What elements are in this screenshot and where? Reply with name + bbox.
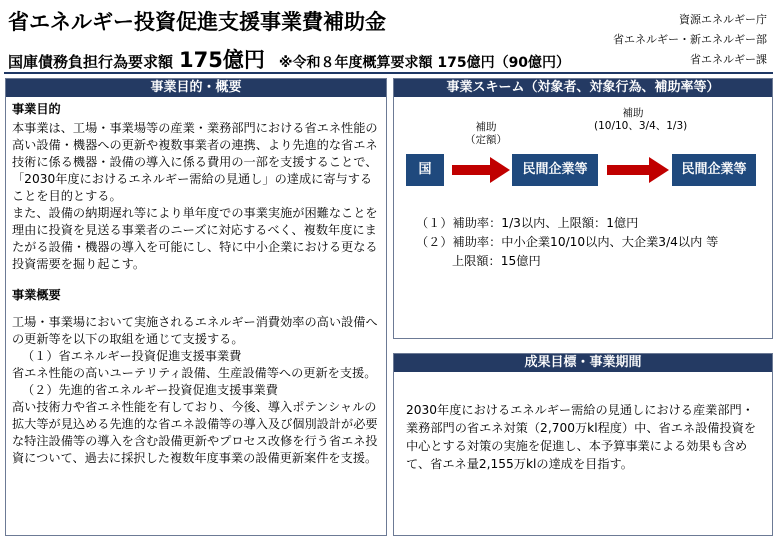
purpose-overview-box: [5, 78, 387, 536]
node-government: 国: [406, 154, 444, 186]
ministry-department: 省エネルギー・新エネルギー部: [613, 33, 767, 46]
overview-title: 事業概要: [12, 288, 61, 302]
purpose-paragraph-2: また、設備の納期遅れ等により単年度での事業実施が困難なことを理由に投資を見送る事業者のニーズに対応するべく、複数年度にまたがる設備・機器の導入を可能にし、特に中小企業における更なる投資需要を掘り起こす。: [12, 206, 378, 271]
budget-note: ※令和８年度概算要求額 175億円（90億円）: [278, 55, 571, 71]
arrow1-label-line1: 補助: [475, 121, 497, 133]
budget-amount: 175億円: [179, 48, 265, 72]
arrow2-label-line1: 補助: [622, 107, 644, 119]
arrow1-label-line2: （定額）: [465, 134, 507, 146]
goal-box-heading: 成果目標・事業期間: [394, 354, 772, 372]
scheme-box-heading: 事業スキーム（対象者、対象行為、補助率等）: [394, 79, 772, 97]
purpose-paragraph-1: 本事業は、工場・事業場等の産業・業務部門における省エネ性能の高い設備・機器への更新や複数事業者の連携、より先進的な省エネ技術に係る機器・設備の導入に係る費用の一部を支援することで、「2030年度におけるエネルギー需給の見通し」の達成に寄与することを目的とする。: [12, 121, 378, 203]
purpose-title: 事業目的: [12, 102, 61, 116]
subsidy-rates: [416, 214, 718, 271]
arrow1-label: [454, 121, 518, 147]
arrow2-label-line2: (10/10、3/4、1/3): [594, 120, 688, 132]
ministry-block: [613, 10, 767, 70]
goal-text: 2030年度におけるエネルギー需給の見通しにおける産業部門・業務部門の省エネ対策（2,700万kl程度）中、省エネ設備投資を中心とする対策の実施を促進し、本予算事業による効果も含めて、省エネ量2,155万klの達成を目指す。: [406, 403, 757, 471]
item2-body: 高い技術力や省エネ性能を有しており、今後、導入ポテンシャルの拡大等が見込める先進的な省エネ設備等の導入及び個別設計が必要な特注設備等の導入を含む設備更新やプロセス改修を行う省エネ投資について、過去に採択した複数年度事業の設備更新案件を支援。: [12, 400, 378, 465]
item1-body: 省エネ性能の高いユーテリティ設備、生産設備等への更新を支援。: [12, 366, 377, 380]
rate-item-1: （１）補助率：1/3以内、上限額：1億円: [416, 216, 639, 230]
purpose-box-body: [6, 97, 386, 471]
scheme-box: [393, 78, 773, 339]
purpose-box-heading: 事業目的・概要: [6, 79, 386, 97]
arrow2-icon: [607, 157, 669, 183]
rate-item-2-cap: 上限額：15億円: [452, 254, 541, 268]
rate-item-2: （２）補助率：中小企業10/10以内、大企業3/4以内 等: [416, 235, 719, 249]
budget-line: [8, 44, 570, 74]
ministry-agency: 資源エネルギー庁: [679, 13, 767, 26]
arrow2-label: [594, 107, 688, 133]
header-divider: [4, 72, 773, 74]
item2-title: （２）先進的省エネルギー投資促進支援事業費: [22, 383, 278, 397]
scheme-diagram: [394, 97, 772, 337]
goal-box: [393, 353, 773, 536]
arrow1-icon: [452, 157, 510, 183]
ministry-division: 省エネルギー課: [690, 53, 767, 66]
budget-label: 国庫債務負担行為要求額: [8, 53, 174, 71]
node-firm-1: 民間企業等: [512, 154, 598, 186]
overview-intro: 工場・事業場において実施されるエネルギー消費効率の高い設備への更新等を以下の取組を通じて支援する。: [12, 315, 378, 346]
item1-title: （１）省エネルギー投資促進支援事業費: [22, 349, 242, 363]
page-title: 省エネルギー投資促進支援事業費補助金: [8, 10, 386, 34]
node-firm-2: 民間企業等: [672, 154, 756, 186]
